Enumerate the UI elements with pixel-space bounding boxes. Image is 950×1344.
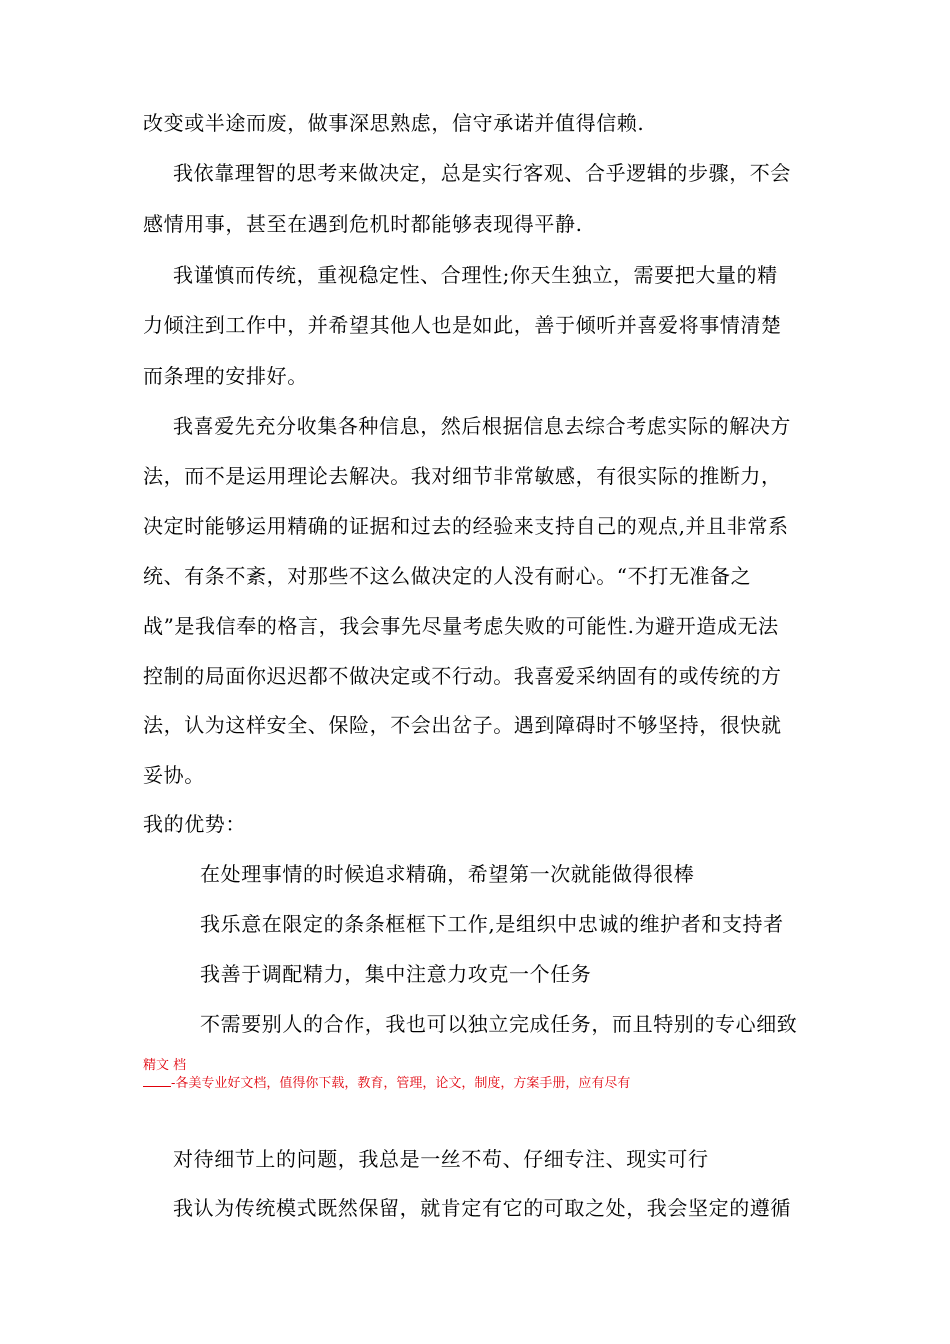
footer-underline	[143, 1076, 171, 1087]
paragraph-line: 妥协。	[143, 763, 205, 787]
paragraph-line: 法，认为这样安全、保险，不会出岔子。遇到障碍时不够坚持，很快就	[143, 713, 782, 737]
paragraph-line: 改变或半途而废，做事深思熟虑，信守承诺并值得信赖.	[143, 111, 645, 135]
paragraph-line: 力倾注到工作中，并希望其他人也是如此，善于倾听并喜爱将事情清楚	[143, 313, 782, 337]
list-item: 不需要别人的合作，我也可以独立完成任务，而且特别的专心细致	[200, 1012, 798, 1036]
paragraph-line: 而条理的安排好。	[143, 364, 308, 388]
paragraph-line: 统、有条不紊，对那些不这么做决定的人没有耐心。“不打无准备之	[143, 564, 752, 588]
footer-title: 精文 档	[143, 1058, 187, 1073]
list-item: 我认为传统模式既然保留，就肯定有它的可取之处，我会坚定的遵循	[173, 1196, 791, 1220]
list-item: 我善于调配精力，集中注意力攻克一个任务	[200, 962, 592, 986]
list-item: 我乐意在限定的条条框框下工作,是组织中忠诚的维护者和支持者	[200, 912, 784, 936]
list-item: 在处理事情的时候追求精确，希望第一次就能做得很棒	[200, 862, 695, 886]
paragraph-line: 我喜爱先充分收集各种信息，然后根据信息去综合考虑实际的解决方	[173, 414, 791, 438]
paragraph-line: 我谨慎而传统，重视稳定性、合理性;你天生独立，需要把大量的精	[173, 263, 778, 287]
section-heading: 我的优势：	[143, 812, 246, 836]
paragraph-line: 我依靠理智的思考来做决定，总是实行客观、合乎逻辑的步骤，不会	[173, 161, 791, 185]
paragraph-line: 控制的局面你迟迟都不做决定或不行动。我喜爱采纳固有的或传统的方	[143, 664, 782, 688]
paragraph-line: 法，而不是运用理论去解决。我对细节非常敏感，有很实际的推断力，	[143, 464, 782, 488]
paragraph-line: 决定时能够运用精确的证据和过去的经验来支持自己的观点,并且非常系	[143, 514, 789, 538]
paragraph-line: 感情用事，甚至在遇到危机时都能够表现得平静.	[143, 212, 583, 236]
footer-subtitle-text: -各美专业好文档，值得你下载，教育，管理，论文，制度，方案手册，应有尽有	[171, 1076, 631, 1091]
list-item: 对待细节上的问题，我总是一丝不苟、仔细专注、现实可行	[173, 1147, 709, 1171]
paragraph-line: 战”是我信奉的格言，我会事先尽量考虑失败的可能性.为避开造成无法	[143, 614, 779, 638]
footer-subtitle	[143, 1076, 630, 1092]
